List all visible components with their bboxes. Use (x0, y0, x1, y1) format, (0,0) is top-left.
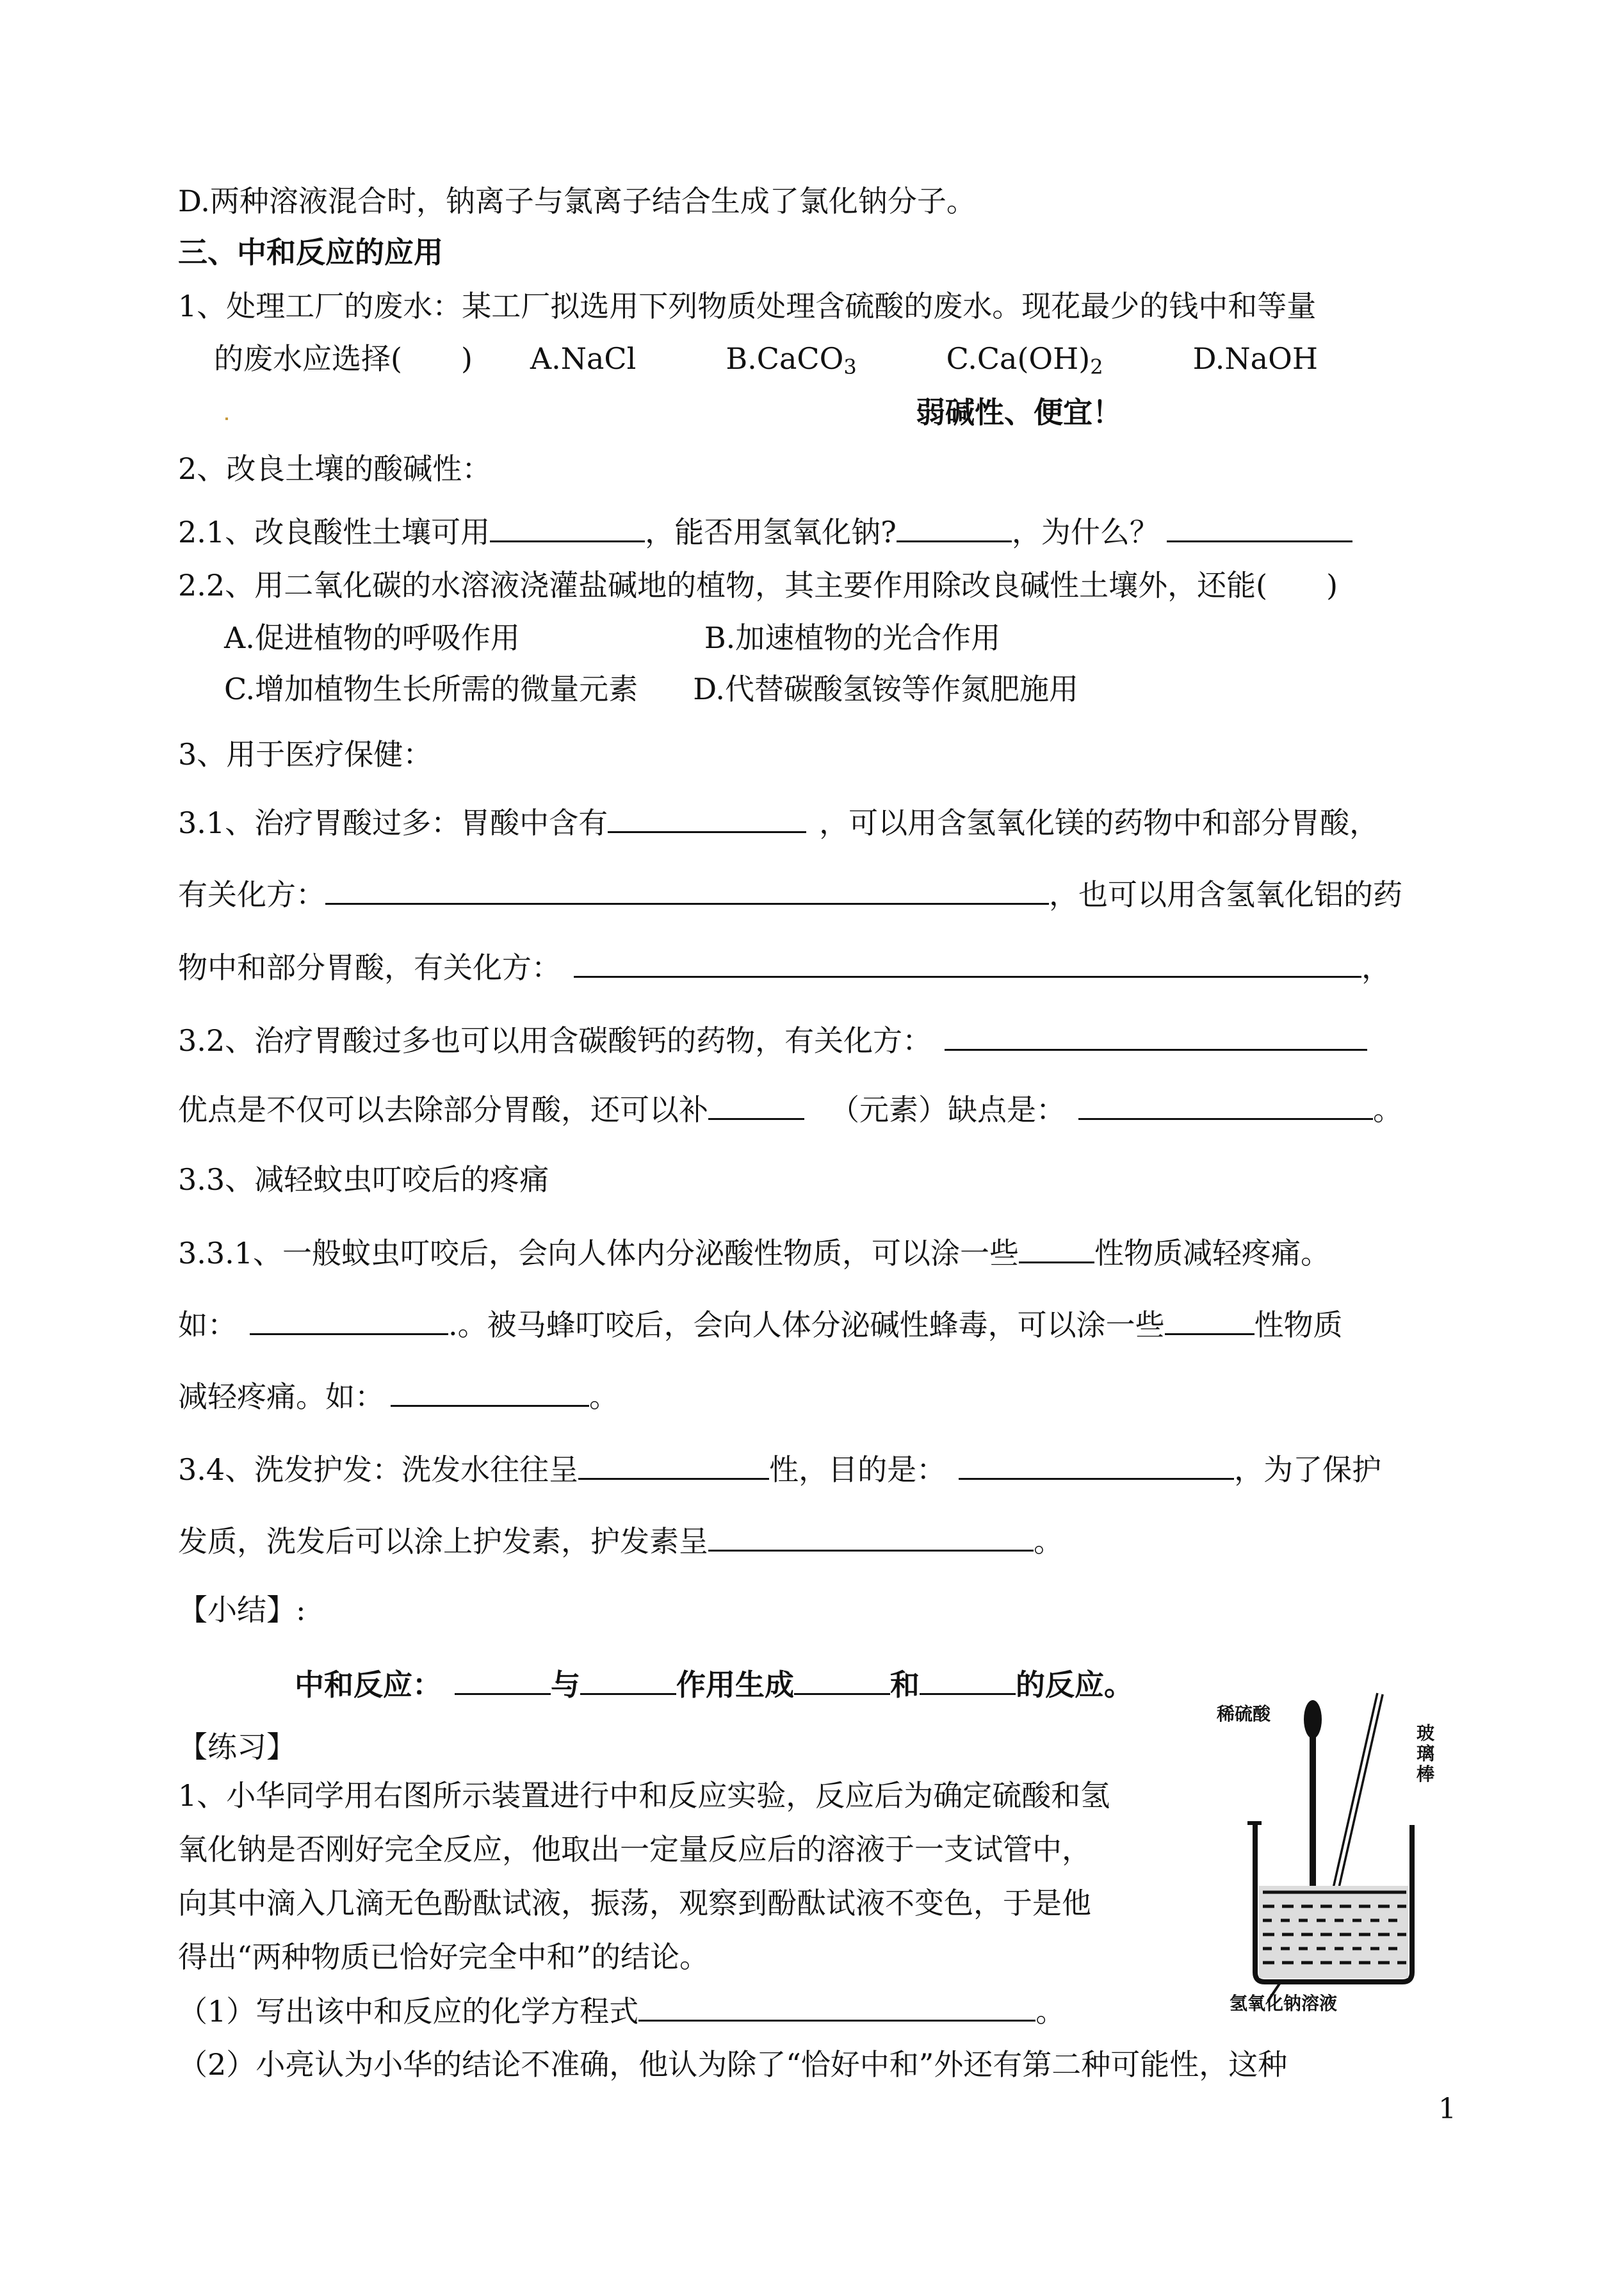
answer-blank[interactable] (574, 948, 1361, 978)
answer-blank[interactable] (897, 512, 1012, 542)
answer-blank[interactable] (608, 803, 806, 833)
stray-mark (225, 418, 228, 420)
question-3-4-line-1: 3.4、洗发护发：洗发水往往呈 性，目的是： ，为了保护 (178, 1450, 1381, 1489)
question-3-1-line-1: 3.1、治疗胃酸过多：胃酸中含有 ，可以用含氢氧化镁的药物中和部分胃酸， (178, 803, 1379, 842)
answer-blank[interactable] (455, 1665, 551, 1695)
practice-1-line-1: 1、小华同学用右图所示装置进行中和反应实验，反应后为确定硫酸和氢 (178, 1778, 1110, 1813)
question-3-2-line-2: 优点是不仅可以去除部分胃酸，还可以补 （元素）缺点是： 。 (178, 1090, 1402, 1129)
page-number: 1 (1438, 2093, 1456, 2125)
question-2-2-options-ab: A.促进植物的呼吸作用 B.加速植物的光合作用 (224, 620, 1001, 655)
question-3-2-line-1: 3.2、治疗胃酸过多也可以用含碳酸钙的药物，有关化方： (178, 1021, 1367, 1060)
question-3-heading: 3、用于医疗保健： (178, 737, 433, 772)
answer-blank[interactable] (794, 1665, 890, 1695)
practice-1-line-3: 向其中滴入几滴无色酚酞试液，振荡，观察到酚酞试液不变色，于是他 (178, 1886, 1091, 1920)
answer-blank[interactable] (1167, 512, 1352, 542)
question-1-line-1: 1、处理工厂的废水：某工厂拟选用下列物质处理含硫酸的废水。现花最少的钱中和等量 (178, 289, 1317, 323)
question-2-heading: 2、改良土壤的酸碱性： (178, 451, 492, 486)
label-sulfuric-acid: 稀硫酸 (1217, 1703, 1271, 1724)
answer-blank[interactable] (1078, 1090, 1373, 1120)
question-2-1: 2.1、改良酸性土壤可用 ，能否用氢氧化钠? ，为什么？ (178, 512, 1352, 551)
answer-blank[interactable] (708, 1090, 804, 1120)
summary-definition: 中和反应： 与 作用生成 和 的反应。 (295, 1665, 1133, 1704)
summary-heading: 【小结】: (178, 1593, 306, 1627)
label-sodium-hydroxide: 氢氧化钠溶液 (1230, 1993, 1338, 2014)
answer-blank[interactable] (945, 1021, 1367, 1051)
option-d-line: D.两种溶液混合时，钠离子与氯离子结合生成了氯化钠分子。 (178, 184, 976, 218)
practice-1-part-2: （2）小亮认为小华的结论不准确，他认为除了“恰好中和”外还有第二种可能性，这种 (178, 2047, 1288, 2082)
answer-blank[interactable] (250, 1305, 448, 1335)
answer-blank[interactable] (1019, 1233, 1094, 1263)
label-glass-rod-3: 棒 (1417, 1764, 1435, 1785)
answer-blank[interactable] (638, 1991, 1035, 2022)
section-heading: 三、中和反应的应用 (178, 235, 443, 270)
practice-1-part-1: （1）写出该中和反应的化学方程式 。 (178, 1991, 1065, 2031)
practice-1-line-4: 得出“两种物质已恰好完全中和”的结论。 (178, 1940, 710, 1974)
question-3-3-heading: 3.3、减轻蚊虫叮咬后的疼痛 (178, 1162, 549, 1197)
answer-blank[interactable] (325, 875, 1049, 905)
label-glass-rod-2: 璃 (1417, 1743, 1435, 1764)
answer-blank[interactable] (578, 1450, 769, 1480)
practice-heading: 【练习】 (178, 1730, 296, 1764)
question-3-3-1-line-2: 如： .。被马蜂叮咬后，会向人体分泌碱性蜂毒，可以涂一些 性物质 (178, 1305, 1343, 1344)
answer-note: 弱碱性、便宜！ (916, 395, 1122, 430)
question-2-2: 2.2、用二氧化碳的水溶液浇灌盐碱地的植物，其主要作用除改良碱性土壤外，还能( ) (178, 568, 1338, 603)
question-3-1-line-3: 物中和部分胃酸，有关化方： ， (178, 948, 1391, 987)
question-3-4-line-2: 发质，洗发后可以涂上护发素，护发素呈 。 (178, 1521, 1063, 1561)
dropper-bulb (1304, 1700, 1322, 1739)
answer-blank[interactable] (490, 512, 645, 542)
answer-blank[interactable] (580, 1665, 676, 1695)
answer-blank[interactable] (391, 1377, 589, 1407)
beaker-figure (1217, 1681, 1454, 2014)
label-glass-rod-1: 玻 (1417, 1723, 1435, 1744)
answer-blank[interactable] (708, 1521, 1034, 1552)
practice-1-line-2: 氧化钠是否刚好完全反应，他取出一定量反应后的溶液于一支试管中， (178, 1832, 1091, 1867)
answer-blank[interactable] (1165, 1305, 1255, 1335)
question-1-line-2: 的废水应选择( ) A.NaCl B.CaCO$_3$ $C.Ca(OH)_2$ D.NaOH (214, 341, 1318, 379)
question-3-1-line-2: 有关化方： ，也可以用含氢氧化铝的药 (178, 875, 1402, 914)
question-3-3-1-line-3: 减轻疼痛。如： 。 (178, 1377, 619, 1416)
answer-blank[interactable] (959, 1450, 1234, 1480)
answer-blank[interactable] (920, 1665, 1016, 1695)
question-2-2-options-cd: C.增加植物生长所需的微量元素 D.代替碳酸氢铵等作氮肥施用 (224, 672, 1079, 706)
question-3-3-1-line-1: 3.3.1、一般蚊虫叮咬后，会向人体内分泌酸性物质，可以涂一些 性物质减轻疼痛。 (178, 1233, 1330, 1272)
